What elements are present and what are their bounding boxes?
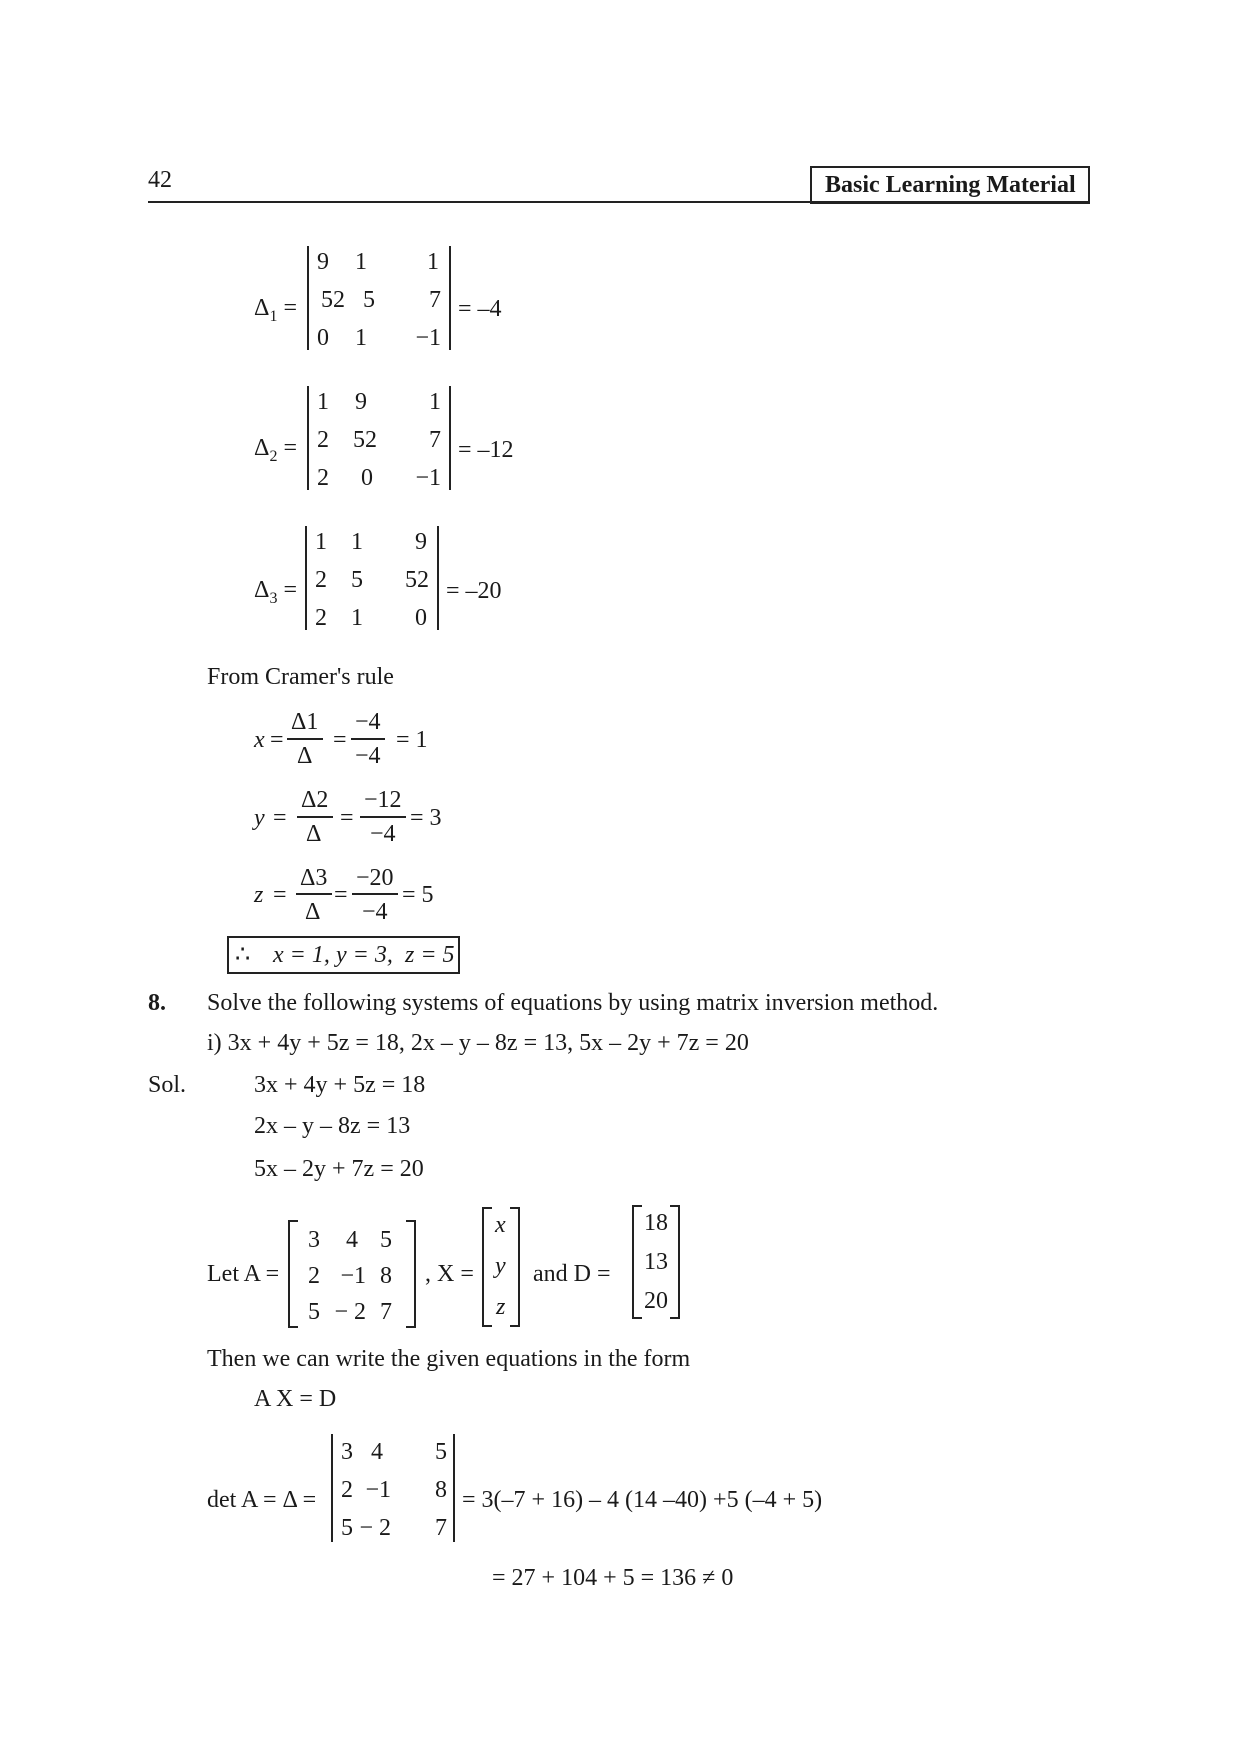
det-a-bars: 3 4 5 2 −1 8 5 − 2 7 <box>331 1434 455 1542</box>
cramer-x-den2: −4 <box>355 743 381 769</box>
matrix-x: x y z <box>482 1207 520 1327</box>
answer-therefore: ∴ <box>235 942 251 968</box>
cramer-z-result: = 5 <box>402 882 434 908</box>
det-delta2-result: = –12 <box>458 437 514 463</box>
cramer-y-den1: Δ <box>306 821 322 847</box>
page-number: 42 <box>148 167 172 193</box>
header-title: Basic Learning Material <box>825 172 1076 198</box>
det-delta3-bars: 1 1 9 2 5 52 2 1 0 <box>305 526 439 630</box>
answer-x: x = 1, <box>273 942 330 968</box>
and-d-label: and D = <box>533 1261 611 1287</box>
cramer-z-bar2 <box>352 893 398 895</box>
form-text: Then we can write the given equations in the form <box>207 1346 691 1372</box>
sol-label: Sol. <box>148 1072 187 1098</box>
header-rule <box>148 201 1088 203</box>
cramer-x-den1: Δ <box>297 743 313 769</box>
cramer-y-bar2 <box>360 816 406 818</box>
equation-3: 5x – 2y + 7z = 20 <box>254 1156 424 1182</box>
det-delta1-result: = –4 <box>458 296 502 322</box>
equation-1: 3x + 4y + 5z = 18 <box>254 1072 426 1098</box>
cramer-z-den1: Δ <box>305 899 321 925</box>
ax-d-equation: A X = D <box>254 1386 337 1412</box>
cramer-z-num2: −20 <box>356 865 394 891</box>
x-eq-label: , X = <box>425 1261 474 1287</box>
cramer-y-var: y <box>254 805 265 831</box>
cramer-x-result: = 1 <box>396 727 428 753</box>
cramer-z-num1: Δ3 <box>300 865 328 891</box>
q8-number: 8. <box>148 990 166 1016</box>
det-delta3-label: $\Delta_3$ = <box>254 577 297 607</box>
cramer-x-bar1 <box>287 738 323 740</box>
cramer-intro: From Cramer's rule <box>207 664 394 690</box>
answer-box <box>227 936 460 974</box>
q8-part: i) 3x + 4y + 5z = 18, 2x – y – 8z = 13, 5x – 2y + 7z = 20 <box>207 1030 749 1056</box>
let-a-label: Let A = <box>207 1261 280 1287</box>
cramer-y-bar1 <box>297 816 333 818</box>
cramer-z-var: z <box>254 882 264 908</box>
cramer-y-num1: Δ2 <box>301 787 329 813</box>
det-a-label: det A = Δ = <box>207 1487 317 1513</box>
q8-question: Solve the following systems of equations by using matrix inversion method. <box>207 990 939 1016</box>
cramer-x-num1: Δ1 <box>291 709 319 735</box>
cramer-z-den2: −4 <box>362 899 388 925</box>
cramer-y-result: = 3 <box>410 805 442 831</box>
det-delta1-label: $\Delta_1$ = <box>254 295 297 325</box>
cramer-y-den2: −4 <box>370 821 396 847</box>
cramer-z-bar1 <box>296 893 332 895</box>
matrix-d: 18 13 20 <box>632 1205 680 1319</box>
equation-2: 2x – y – 8z = 13 <box>254 1113 411 1139</box>
answer-z: z = 5 <box>405 942 455 968</box>
det-delta3-result: = –20 <box>446 578 502 604</box>
matrix-a: 3 4 5 2 −1 8 5 − 2 7 <box>288 1220 416 1328</box>
det-delta2-bars: 1 9 1 2 52 7 2 0 −1 <box>307 386 451 490</box>
det-delta2-label: $\Delta_2$ = <box>254 435 297 465</box>
cramer-y-num2: −12 <box>364 787 402 813</box>
cramer-x-bar2 <box>351 738 385 740</box>
cramer-x-num2: −4 <box>355 709 381 735</box>
det-a-expansion: = 3(–7 + 16) – 4 (14 –40) +5 (–4 + 5) <box>462 1487 823 1513</box>
cramer-x-var: x <box>254 727 265 753</box>
header-title-box <box>810 166 1090 204</box>
det-delta1-bars: 9 1 1 52 5 7 0 1 −1 <box>307 246 451 350</box>
det-a-result: = 27 + 104 + 5 = 136 ≠ 0 <box>492 1565 734 1591</box>
answer-y: y = 3, <box>336 942 393 968</box>
